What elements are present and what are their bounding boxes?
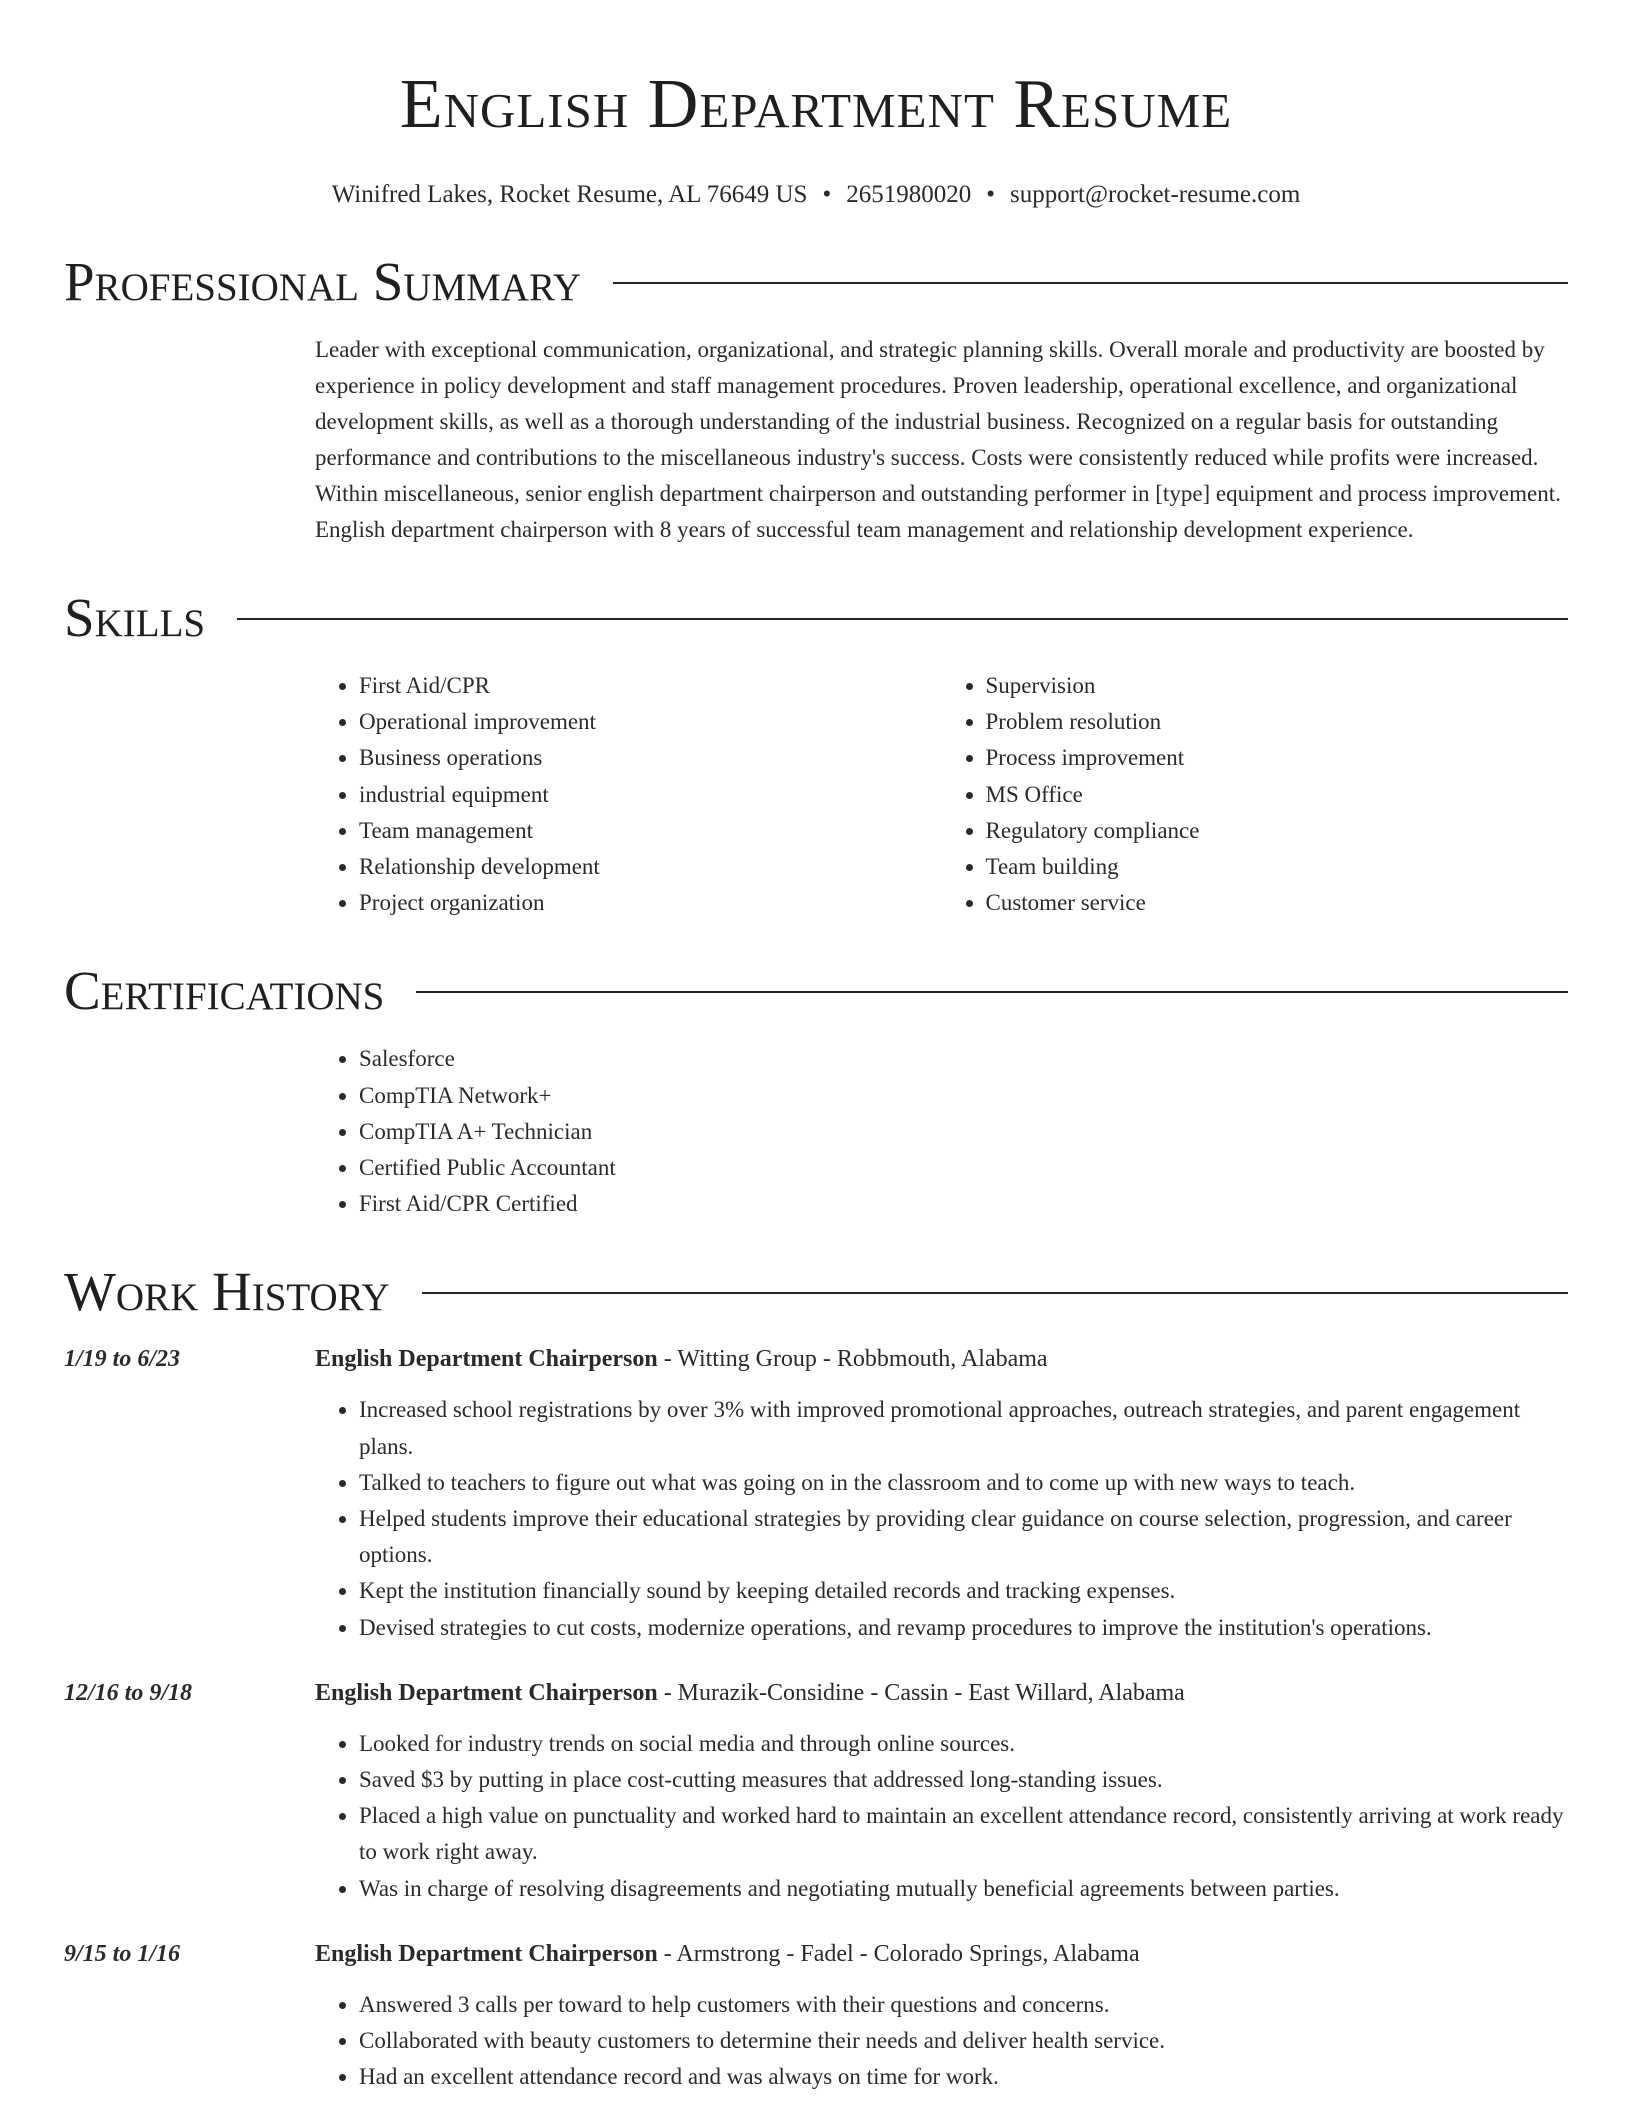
job-dates: 12/16 to 9/18 [64, 1679, 193, 1706]
job-title: English Department Chairperson [315, 1679, 658, 1706]
skill-item: • Relationship development [359, 849, 942, 885]
section-divider [237, 618, 1568, 620]
contact-address: Winifred Lakes, Rocket Resume, AL 76649 US [331, 181, 808, 208]
certification-item: • Salesforce [359, 1041, 1568, 1077]
skills-list-left [315, 668, 942, 921]
certifications-list [315, 1041, 1568, 1222]
summary-header [64, 252, 1568, 312]
skills-columns [315, 668, 1568, 921]
certification-item: • CompTIA Network+ [359, 1078, 1568, 1114]
skill-item: • MS Office [986, 777, 1569, 813]
job-bullets-wrap [315, 1726, 1568, 1907]
certification-item: • First Aid/CPR Certified [359, 1186, 1568, 1222]
certification-item: • CompTIA A+ Technician [359, 1114, 1568, 1150]
job-bullet: • Devised strategies to cut costs, modernize operations, and revamp procedures to improve the institution's operations. [359, 1610, 1568, 1646]
skills-section [64, 588, 1568, 921]
skills-heading: Skills [64, 587, 206, 648]
certifications-list-wrap [315, 1041, 1568, 1222]
skill-item: • Process improvement [986, 740, 1569, 776]
job-header [64, 1676, 1568, 1710]
job-header [64, 1342, 1568, 1376]
job-title: English Department Chairperson [315, 1346, 658, 1373]
job-title-line [315, 1937, 1140, 1971]
section-divider [416, 991, 1568, 993]
job-dates: 1/19 to 6/23 [64, 1346, 181, 1373]
job-bullet: • Placed a high value on punctuality and worked hard to maintain an excellent attendance record, consistently arriving at work ready to work right away. [359, 1798, 1568, 1870]
job-entry [64, 1676, 1568, 1907]
contact-phone: 2651980020 [846, 181, 972, 208]
job-bullet: • Had an excellent attendance record and was always on time for work. [359, 2059, 1568, 2095]
job-bullet: • Increased school registrations by over 3% with improved promotional approaches, outreach strategies, and parent engagement plans. [359, 1392, 1568, 1464]
skill-item: • Project organization [359, 885, 942, 921]
job-bullet: • Collaborated with beauty customers to determine their needs and deliver health service. [359, 2023, 1568, 2059]
work-history-heading: Work History [64, 1261, 390, 1323]
job-bullet: • Looked for industry trends on social media and through online sources. [359, 1726, 1568, 1762]
skill-item: • Operational improvement [359, 704, 942, 740]
skill-item: • Business operations [359, 740, 942, 776]
job-bullets-wrap [315, 1987, 1568, 2096]
job-dates: 9/15 to 1/16 [64, 1940, 181, 1967]
job-bullet: • Answered 3 calls per toward to help customers with their questions and concerns. [359, 1987, 1568, 2023]
section-divider [613, 282, 1568, 284]
job-entry [64, 1937, 1568, 2096]
job-title: English Department Chairperson [315, 1940, 658, 1967]
contact-separator: • [822, 181, 832, 208]
job-bullets-wrap [315, 1392, 1568, 1645]
job-bullet: • Talked to teachers to figure out what was going on in the classroom and to come up with new ways to teach. [359, 1465, 1568, 1501]
job-employer: - Witting Group - Robbmouth, Alabama [657, 1346, 1048, 1373]
contact-line [64, 178, 1568, 212]
skill-item: • industrial equipment [359, 777, 942, 813]
skill-item: • Regulatory compliance [986, 813, 1569, 849]
contact-separator: • [986, 181, 995, 208]
skill-item: • Customer service [986, 885, 1569, 921]
certification-item: • Certified Public Accountant [359, 1150, 1568, 1186]
skills-header [64, 588, 1568, 648]
skill-item: • First Aid/CPR [359, 668, 942, 704]
work-history-section [64, 1262, 1568, 2095]
work-history-header [64, 1262, 1568, 1322]
section-divider [422, 1292, 1568, 1294]
skill-item: • Team building [986, 849, 1569, 885]
certifications-section [64, 961, 1568, 1222]
resume-title: English Department Resume [399, 66, 1233, 143]
certifications-heading: Certifications [64, 960, 385, 1022]
job-bullets [315, 1392, 1568, 1645]
job-title-line [315, 1676, 1185, 1710]
job-header [64, 1937, 1568, 1971]
skill-item: • Problem resolution [986, 704, 1569, 740]
job-bullets [315, 1987, 1568, 2096]
job-bullet: • Saved $3 by putting in place cost-cutting measures that addressed long-standing issues. [359, 1762, 1568, 1798]
skill-item: • Team management [359, 813, 942, 849]
summary-section [64, 252, 1568, 548]
summary-text: Leader with exceptional communication, organizational, and strategic planning skills. Overall morale and productivity are boosted by experience in policy development and staff management procedures. Proven leadership, operational excellence, and organizational development skills, as well as a thorough understanding of the industrial business. Recognized on a regular basis for outstanding performance and contributions to the miscellaneous industry's success. Costs were consistently reduced while profits were increased. Within miscellaneous, senior english department chairperson and outstanding performer in [type] equipment and process improvement. English department chairperson with 8 years of successful team management and relationship development experience. [315, 337, 1561, 542]
job-title-line [315, 1342, 1048, 1376]
job-bullet: • Kept the institution financially sound by keeping detailed records and tracking expenses. [359, 1573, 1568, 1609]
job-employer: - Murazik-Considine - Cassin - East Willard, Alabama [657, 1679, 1185, 1706]
certifications-header [64, 961, 1568, 1021]
summary-heading: Professional Summary [64, 251, 582, 312]
job-entry [64, 1342, 1568, 1645]
job-bullet: • Was in charge of resolving disagreements and negotiating mutually beneficial agreements between parties. [359, 1871, 1568, 1907]
skills-list-right [942, 668, 1569, 921]
job-employer: - Armstrong - Fadel - Colorado Springs, Alabama [657, 1940, 1140, 1967]
job-bullets [315, 1726, 1568, 1907]
skill-item: • Supervision [986, 668, 1569, 704]
job-bullet: • Helped students improve their educational strategies by providing clear guidance on course selection, progression, and career options. [359, 1501, 1568, 1573]
contact-email: support@rocket-resume.com [1010, 181, 1301, 208]
